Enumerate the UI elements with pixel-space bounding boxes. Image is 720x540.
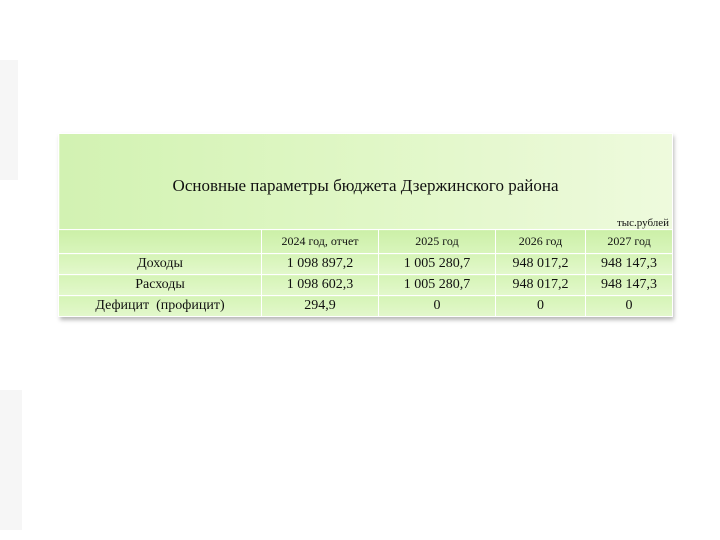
table-cell: 948 017,2 (496, 254, 586, 275)
header-cell-2024: 2024 год, отчет (262, 230, 379, 254)
header-cell-2027: 2027 год (586, 230, 673, 254)
table-cell: 1 098 602,3 (262, 275, 379, 296)
table-cell: 948 147,3 (586, 254, 673, 275)
budget-table (58, 133, 673, 317)
table-title: Основные параметры бюджета Дзержинского района (172, 176, 559, 195)
row-label: Расходы (59, 275, 262, 296)
table-cell: 294,9 (262, 296, 379, 317)
header-cell-empty (59, 230, 262, 254)
header-row (59, 230, 673, 254)
budget-table-container (58, 133, 672, 317)
row-label: Дефицит (профицит) (59, 296, 262, 317)
table-cell: 1 005 280,7 (379, 254, 496, 275)
table-row-income (59, 254, 673, 275)
table-cell: 0 (586, 296, 673, 317)
table-row-expenses (59, 275, 673, 296)
row-label: Доходы (59, 254, 262, 275)
table-cell: 948 147,3 (586, 275, 673, 296)
table-cell: 0 (496, 296, 586, 317)
title-cell (59, 134, 673, 230)
faint-bottom-left-mark (0, 390, 22, 530)
table-cell: 1 005 280,7 (379, 275, 496, 296)
units-label: тыс.рублей (616, 217, 670, 229)
header-cell-2026: 2026 год (496, 230, 586, 254)
table-cell: 948 017,2 (496, 275, 586, 296)
table-row-deficit (59, 296, 673, 317)
header-cell-2025: 2025 год (379, 230, 496, 254)
table-cell: 1 098 897,2 (262, 254, 379, 275)
faint-left-mark (0, 60, 18, 180)
table-cell: 0 (379, 296, 496, 317)
